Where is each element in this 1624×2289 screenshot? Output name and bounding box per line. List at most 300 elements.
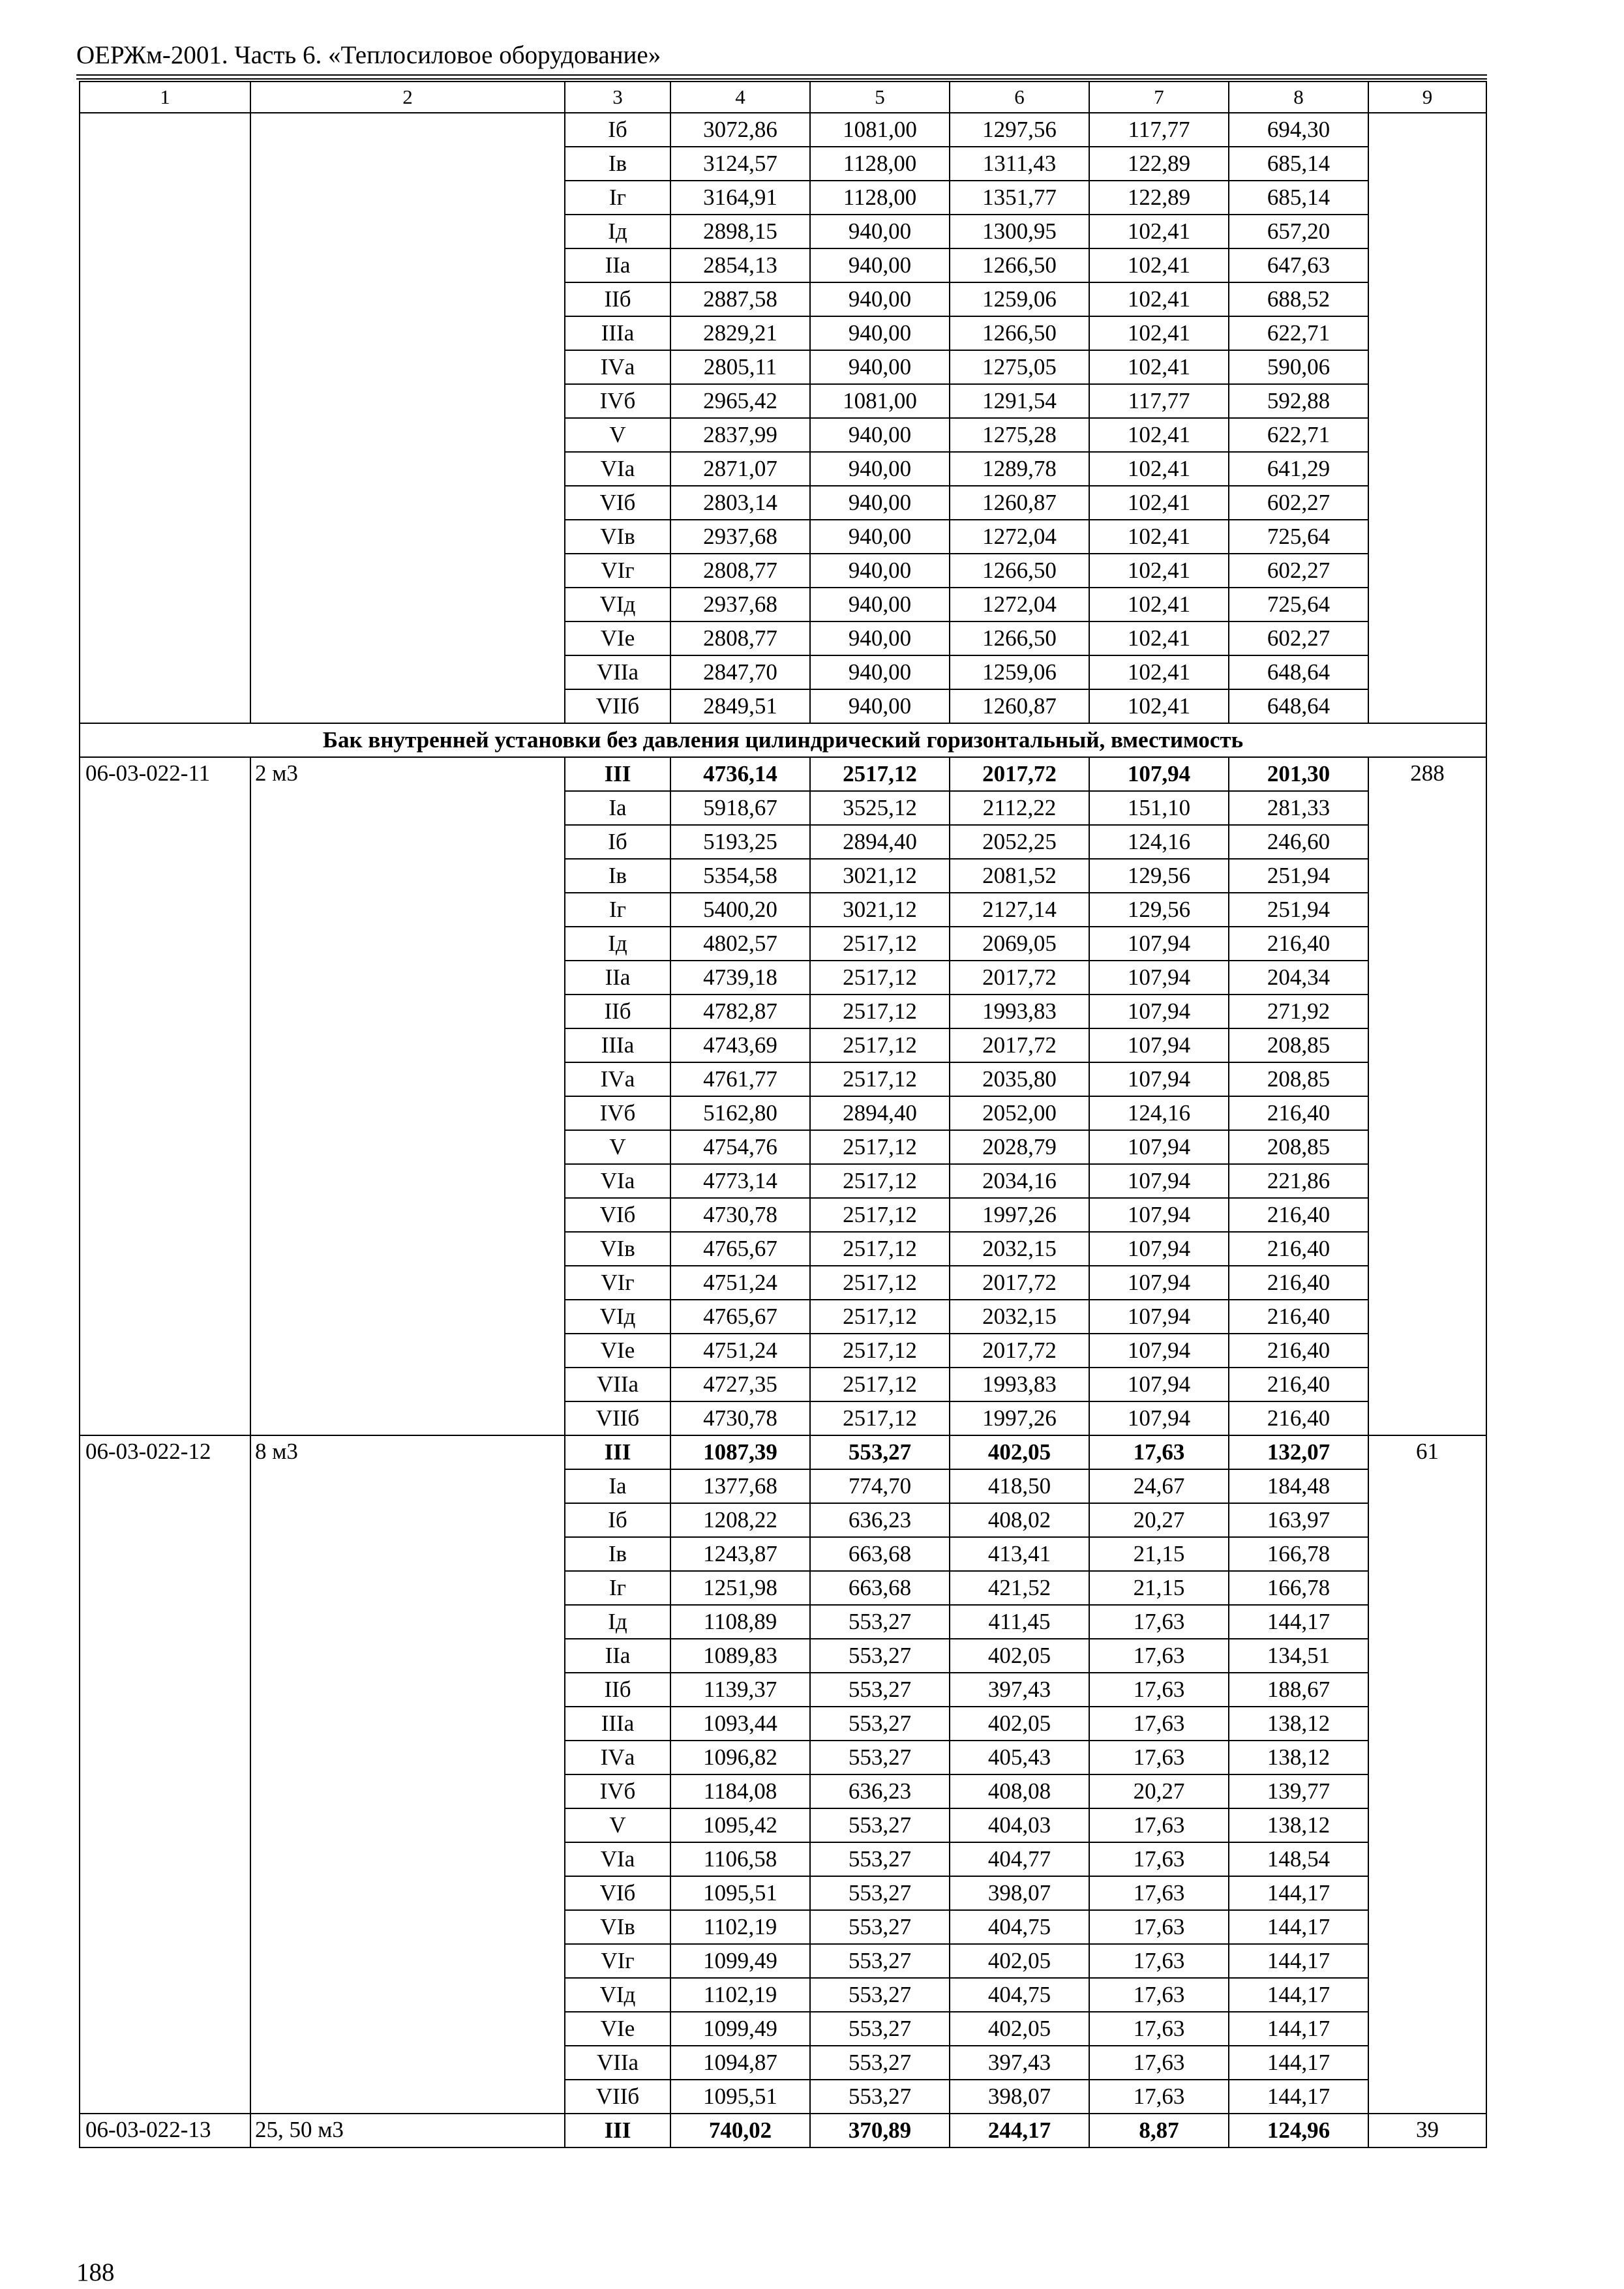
zone-cell: IIIа: [565, 1707, 670, 1741]
column-number-row: [80, 82, 1486, 113]
value-cell: 2849,51: [670, 689, 810, 723]
zone-cell: Iб: [565, 825, 670, 859]
zone-cell: VIг: [565, 554, 670, 588]
value-cell: 4730,78: [670, 1198, 810, 1232]
count-cell: 39: [1368, 2114, 1486, 2147]
value-cell: 1275,05: [950, 350, 1089, 384]
value-cell: 102,41: [1089, 248, 1229, 282]
group-title: Бак внутренней установки без давления цилиндрический горизонтальный, вместимость: [80, 723, 1486, 757]
zone-cell: VIб: [565, 1198, 670, 1232]
zone-cell: IIа: [565, 1639, 670, 1673]
zone-cell: IIб: [565, 995, 670, 1028]
zone-cell: IVа: [565, 1062, 670, 1096]
value-cell: 1094,87: [670, 2046, 810, 2080]
value-cell: 2034,16: [950, 1164, 1089, 1198]
value-cell: 151,10: [1089, 791, 1229, 825]
zone-cell: III: [565, 757, 670, 791]
value-cell: 144,17: [1229, 2080, 1368, 2114]
value-cell: 216,40: [1229, 1300, 1368, 1334]
value-cell: 648,64: [1229, 655, 1368, 689]
name-cell: 8 м3: [250, 1435, 565, 2114]
value-cell: 17,63: [1089, 1435, 1229, 1469]
value-cell: 3124,57: [670, 147, 810, 181]
value-cell: 17,63: [1089, 1842, 1229, 1876]
value-cell: 107,94: [1089, 961, 1229, 995]
value-cell: 17,63: [1089, 1876, 1229, 1910]
zone-cell: VIе: [565, 621, 670, 655]
value-cell: 1289,78: [950, 452, 1089, 486]
value-cell: 2517,12: [810, 757, 950, 791]
value-cell: 2837,99: [670, 418, 810, 452]
zone-cell: IVб: [565, 1774, 670, 1808]
value-cell: 144,17: [1229, 2012, 1368, 2046]
rates-table: [79, 81, 1487, 2148]
value-cell: 1087,39: [670, 1435, 810, 1469]
column-number: 6: [950, 82, 1089, 113]
value-cell: 2517,12: [810, 1130, 950, 1164]
value-cell: 694,30: [1229, 113, 1368, 147]
value-cell: 4730,78: [670, 1401, 810, 1435]
value-cell: 657,20: [1229, 215, 1368, 248]
value-cell: 725,64: [1229, 588, 1368, 621]
value-cell: 1993,83: [950, 1368, 1089, 1401]
value-cell: 602,27: [1229, 621, 1368, 655]
value-cell: 663,68: [810, 1571, 950, 1605]
value-cell: 124,96: [1229, 2114, 1368, 2147]
value-cell: 17,63: [1089, 1605, 1229, 1639]
value-cell: 138,12: [1229, 1808, 1368, 1842]
value-cell: 102,41: [1089, 621, 1229, 655]
zone-cell: VIа: [565, 1842, 670, 1876]
value-cell: 208,85: [1229, 1028, 1368, 1062]
value-cell: 107,94: [1089, 1368, 1229, 1401]
value-cell: 2081,52: [950, 859, 1089, 893]
value-cell: 402,05: [950, 1944, 1089, 1978]
value-cell: 188,67: [1229, 1673, 1368, 1707]
value-cell: 216,40: [1229, 1232, 1368, 1266]
value-cell: 2808,77: [670, 554, 810, 588]
zone-cell: V: [565, 1808, 670, 1842]
value-cell: 1099,49: [670, 1944, 810, 1978]
value-cell: 647,63: [1229, 248, 1368, 282]
value-cell: 20,27: [1089, 1774, 1229, 1808]
value-cell: 1272,04: [950, 588, 1089, 621]
value-cell: 1297,56: [950, 113, 1089, 147]
value-cell: 17,63: [1089, 1910, 1229, 1944]
value-cell: 940,00: [810, 316, 950, 350]
zone-cell: Iв: [565, 147, 670, 181]
value-cell: 2517,12: [810, 961, 950, 995]
value-cell: 663,68: [810, 1537, 950, 1571]
zone-cell: IVб: [565, 1096, 670, 1130]
column-number: 2: [250, 82, 565, 113]
value-cell: 1128,00: [810, 147, 950, 181]
zone-cell: VIIб: [565, 2080, 670, 2114]
value-cell: 1243,87: [670, 1537, 810, 1571]
zone-cell: VIIа: [565, 2046, 670, 2080]
value-cell: 102,41: [1089, 282, 1229, 316]
value-cell: 1266,50: [950, 316, 1089, 350]
value-cell: 1208,22: [670, 1503, 810, 1537]
value-cell: 413,41: [950, 1537, 1089, 1571]
value-cell: 1997,26: [950, 1198, 1089, 1232]
value-cell: 553,27: [810, 1673, 950, 1707]
value-cell: 774,70: [810, 1469, 950, 1503]
value-cell: 1106,58: [670, 1842, 810, 1876]
value-cell: 1377,68: [670, 1469, 810, 1503]
value-cell: 636,23: [810, 1503, 950, 1537]
value-cell: 17,63: [1089, 1944, 1229, 1978]
value-cell: 2517,12: [810, 1028, 950, 1062]
value-cell: 4751,24: [670, 1266, 810, 1300]
value-cell: 2112,22: [950, 791, 1089, 825]
value-cell: 397,43: [950, 1673, 1089, 1707]
value-cell: 144,17: [1229, 1944, 1368, 1978]
value-cell: 1095,51: [670, 1876, 810, 1910]
value-cell: 2032,15: [950, 1300, 1089, 1334]
zone-cell: III: [565, 2114, 670, 2147]
value-cell: 4739,18: [670, 961, 810, 995]
table-row: [80, 2114, 1486, 2147]
value-cell: 2871,07: [670, 452, 810, 486]
value-cell: 24,67: [1089, 1469, 1229, 1503]
value-cell: 2854,13: [670, 248, 810, 282]
value-cell: 4743,69: [670, 1028, 810, 1062]
value-cell: 107,94: [1089, 1401, 1229, 1435]
zone-cell: Iб: [565, 1503, 670, 1537]
value-cell: 2017,72: [950, 1266, 1089, 1300]
value-cell: 1291,54: [950, 384, 1089, 418]
value-cell: 408,02: [950, 1503, 1089, 1537]
value-cell: 1096,82: [670, 1741, 810, 1774]
value-cell: 4727,35: [670, 1368, 810, 1401]
value-cell: 940,00: [810, 655, 950, 689]
value-cell: 397,43: [950, 2046, 1089, 2080]
value-cell: 107,94: [1089, 1232, 1229, 1266]
value-cell: 129,56: [1089, 893, 1229, 927]
value-cell: 2017,72: [950, 757, 1089, 791]
value-cell: 3021,12: [810, 893, 950, 927]
value-cell: 124,16: [1089, 825, 1229, 859]
header-rule: [76, 74, 1487, 80]
value-cell: 398,07: [950, 1876, 1089, 1910]
column-number: 3: [565, 82, 670, 113]
column-number: 4: [670, 82, 810, 113]
value-cell: 404,77: [950, 1842, 1089, 1876]
table-row: [80, 1435, 1486, 1469]
value-cell: 1139,37: [670, 1673, 810, 1707]
value-cell: 553,27: [810, 1741, 950, 1774]
value-cell: 940,00: [810, 418, 950, 452]
zone-cell: VIIа: [565, 1368, 670, 1401]
value-cell: 17,63: [1089, 1978, 1229, 2012]
value-cell: 102,41: [1089, 418, 1229, 452]
zone-cell: Iг: [565, 893, 670, 927]
value-cell: 940,00: [810, 486, 950, 520]
value-cell: 1108,89: [670, 1605, 810, 1639]
value-cell: 404,75: [950, 1910, 1089, 1944]
code-cell: [80, 113, 250, 723]
value-cell: 102,41: [1089, 655, 1229, 689]
value-cell: 2017,72: [950, 961, 1089, 995]
value-cell: 553,27: [810, 1605, 950, 1639]
value-cell: 17,63: [1089, 1707, 1229, 1741]
value-cell: 204,34: [1229, 961, 1368, 995]
value-cell: 402,05: [950, 2012, 1089, 2046]
value-cell: 411,45: [950, 1605, 1089, 1639]
value-cell: 2017,72: [950, 1028, 1089, 1062]
zone-cell: VIа: [565, 1164, 670, 1198]
value-cell: 102,41: [1089, 689, 1229, 723]
zone-cell: IIа: [565, 248, 670, 282]
value-cell: 370,89: [810, 2114, 950, 2147]
value-cell: 216,40: [1229, 927, 1368, 961]
value-cell: 1993,83: [950, 995, 1089, 1028]
zone-cell: VIе: [565, 2012, 670, 2046]
value-cell: 1081,00: [810, 113, 950, 147]
value-cell: 2017,72: [950, 1334, 1089, 1368]
value-cell: 553,27: [810, 1876, 950, 1910]
value-cell: 1272,04: [950, 520, 1089, 554]
value-cell: 132,07: [1229, 1435, 1368, 1469]
value-cell: 2517,12: [810, 927, 950, 961]
value-cell: 2517,12: [810, 1266, 950, 1300]
value-cell: 246,60: [1229, 825, 1368, 859]
zone-cell: Iа: [565, 791, 670, 825]
value-cell: 2517,12: [810, 1334, 950, 1368]
value-cell: 107,94: [1089, 1062, 1229, 1096]
value-cell: 3072,86: [670, 113, 810, 147]
zone-cell: VIв: [565, 1232, 670, 1266]
value-cell: 102,41: [1089, 520, 1229, 554]
code-cell: 06-03-022-12: [80, 1435, 250, 2114]
value-cell: 2517,12: [810, 1300, 950, 1334]
value-cell: 553,27: [810, 1842, 950, 1876]
value-cell: 2069,05: [950, 927, 1089, 961]
column-number: 1: [80, 82, 250, 113]
zone-cell: VIд: [565, 588, 670, 621]
value-cell: 5193,25: [670, 825, 810, 859]
zone-cell: Iв: [565, 859, 670, 893]
group-title-row: [80, 723, 1486, 757]
value-cell: 2894,40: [810, 1096, 950, 1130]
value-cell: 17,63: [1089, 1639, 1229, 1673]
value-cell: 107,94: [1089, 1164, 1229, 1198]
value-cell: 2803,14: [670, 486, 810, 520]
value-cell: 553,27: [810, 1978, 950, 2012]
value-cell: 1128,00: [810, 181, 950, 215]
count-cell: 288: [1368, 757, 1486, 1435]
value-cell: 122,89: [1089, 147, 1229, 181]
zone-cell: IIб: [565, 282, 670, 316]
value-cell: 216,40: [1229, 1198, 1368, 1232]
value-cell: 1093,44: [670, 1707, 810, 1741]
value-cell: 1259,06: [950, 655, 1089, 689]
value-cell: 166,78: [1229, 1537, 1368, 1571]
value-cell: 201,30: [1229, 757, 1368, 791]
value-cell: 1275,28: [950, 418, 1089, 452]
value-cell: 648,64: [1229, 689, 1368, 723]
value-cell: 244,17: [950, 2114, 1089, 2147]
value-cell: 2517,12: [810, 1232, 950, 1266]
value-cell: 144,17: [1229, 2046, 1368, 2080]
value-cell: 590,06: [1229, 350, 1368, 384]
value-cell: 2127,14: [950, 893, 1089, 927]
value-cell: 2517,12: [810, 1164, 950, 1198]
value-cell: 553,27: [810, 1910, 950, 1944]
value-cell: 1102,19: [670, 1978, 810, 2012]
value-cell: 221,86: [1229, 1164, 1368, 1198]
value-cell: 2965,42: [670, 384, 810, 418]
value-cell: 107,94: [1089, 1334, 1229, 1368]
value-cell: 281,33: [1229, 791, 1368, 825]
value-cell: 102,41: [1089, 452, 1229, 486]
value-cell: 4761,77: [670, 1062, 810, 1096]
value-cell: 184,48: [1229, 1469, 1368, 1503]
value-cell: 418,50: [950, 1469, 1089, 1503]
value-cell: 592,88: [1229, 384, 1368, 418]
value-cell: 8,87: [1089, 2114, 1229, 2147]
value-cell: 117,77: [1089, 113, 1229, 147]
zone-cell: IIа: [565, 961, 670, 995]
value-cell: 21,15: [1089, 1571, 1229, 1605]
value-cell: 107,94: [1089, 1266, 1229, 1300]
zone-cell: IVа: [565, 350, 670, 384]
value-cell: 102,41: [1089, 486, 1229, 520]
value-cell: 138,12: [1229, 1707, 1368, 1741]
zone-cell: VIа: [565, 452, 670, 486]
value-cell: 4751,24: [670, 1334, 810, 1368]
value-cell: 1266,50: [950, 621, 1089, 655]
value-cell: 251,94: [1229, 859, 1368, 893]
value-cell: 5918,67: [670, 791, 810, 825]
value-cell: 940,00: [810, 554, 950, 588]
zone-cell: Iг: [565, 181, 670, 215]
value-cell: 216,40: [1229, 1096, 1368, 1130]
value-cell: 2847,70: [670, 655, 810, 689]
value-cell: 144,17: [1229, 1876, 1368, 1910]
value-cell: 940,00: [810, 248, 950, 282]
name-cell: 2 м3: [250, 757, 565, 1435]
zone-cell: VIIа: [565, 655, 670, 689]
value-cell: 940,00: [810, 621, 950, 655]
value-cell: 117,77: [1089, 384, 1229, 418]
zone-cell: VIд: [565, 1300, 670, 1334]
zone-cell: VIг: [565, 1266, 670, 1300]
value-cell: 940,00: [810, 350, 950, 384]
zone-cell: Iг: [565, 1571, 670, 1605]
value-cell: 107,94: [1089, 995, 1229, 1028]
value-cell: 2517,12: [810, 995, 950, 1028]
value-cell: 5400,20: [670, 893, 810, 927]
zone-cell: III: [565, 1435, 670, 1469]
value-cell: 107,94: [1089, 1028, 1229, 1062]
value-cell: 3021,12: [810, 859, 950, 893]
value-cell: 1260,87: [950, 486, 1089, 520]
value-cell: 144,17: [1229, 1910, 1368, 1944]
value-cell: 398,07: [950, 2080, 1089, 2114]
value-cell: 1251,98: [670, 1571, 810, 1605]
value-cell: 144,17: [1229, 1978, 1368, 2012]
zone-cell: V: [565, 1130, 670, 1164]
value-cell: 102,41: [1089, 215, 1229, 248]
value-cell: 4782,87: [670, 995, 810, 1028]
value-cell: 421,52: [950, 1571, 1089, 1605]
value-cell: 1266,50: [950, 554, 1089, 588]
value-cell: 1300,95: [950, 215, 1089, 248]
zone-cell: Iд: [565, 215, 670, 248]
zone-cell: IVб: [565, 384, 670, 418]
zone-cell: VIв: [565, 520, 670, 554]
value-cell: 553,27: [810, 2046, 950, 2080]
value-cell: 1259,06: [950, 282, 1089, 316]
zone-cell: VIб: [565, 486, 670, 520]
page-header: ОЕРЖм-2001. Часть 6. «Теплосиловое оборудование»: [76, 41, 661, 69]
value-cell: 107,94: [1089, 1130, 1229, 1164]
value-cell: 4773,14: [670, 1164, 810, 1198]
value-cell: 20,27: [1089, 1503, 1229, 1537]
page-number: 188: [76, 2258, 115, 2286]
value-cell: 107,94: [1089, 1300, 1229, 1334]
value-cell: 216,40: [1229, 1266, 1368, 1300]
value-cell: 2829,21: [670, 316, 810, 350]
zone-cell: VIIб: [565, 1401, 670, 1435]
name-cell: 25, 50 м3: [250, 2114, 565, 2147]
value-cell: 2517,12: [810, 1062, 950, 1096]
value-cell: 940,00: [810, 588, 950, 621]
value-cell: 4736,14: [670, 757, 810, 791]
value-cell: 21,15: [1089, 1537, 1229, 1571]
value-cell: 17,63: [1089, 1741, 1229, 1774]
value-cell: 602,27: [1229, 554, 1368, 588]
value-cell: 622,71: [1229, 418, 1368, 452]
value-cell: 1099,49: [670, 2012, 810, 2046]
value-cell: 148,54: [1229, 1842, 1368, 1876]
value-cell: 2887,58: [670, 282, 810, 316]
value-cell: 740,02: [670, 2114, 810, 2147]
value-cell: 102,41: [1089, 554, 1229, 588]
value-cell: 2894,40: [810, 825, 950, 859]
value-cell: 1260,87: [950, 689, 1089, 723]
value-cell: 17,63: [1089, 2012, 1229, 2046]
value-cell: 553,27: [810, 1435, 950, 1469]
value-cell: 4765,67: [670, 1232, 810, 1266]
value-cell: 402,05: [950, 1435, 1089, 1469]
code-cell: 06-03-022-13: [80, 2114, 250, 2147]
value-cell: 553,27: [810, 1808, 950, 1842]
value-cell: 4754,76: [670, 1130, 810, 1164]
column-number: 7: [1089, 82, 1229, 113]
value-cell: 2937,68: [670, 588, 810, 621]
value-cell: 1184,08: [670, 1774, 810, 1808]
value-cell: 404,75: [950, 1978, 1089, 2012]
value-cell: 166,78: [1229, 1571, 1368, 1605]
value-cell: 940,00: [810, 689, 950, 723]
value-cell: 402,05: [950, 1639, 1089, 1673]
value-cell: 602,27: [1229, 486, 1368, 520]
zone-cell: VIг: [565, 1944, 670, 1978]
value-cell: 107,94: [1089, 757, 1229, 791]
value-cell: 404,03: [950, 1808, 1089, 1842]
value-cell: 1089,83: [670, 1639, 810, 1673]
value-cell: 17,63: [1089, 1808, 1229, 1842]
name-cell: [250, 113, 565, 723]
value-cell: 685,14: [1229, 181, 1368, 215]
zone-cell: IIIа: [565, 1028, 670, 1062]
zone-cell: VIе: [565, 1334, 670, 1368]
count-cell: 61: [1368, 1435, 1486, 2114]
value-cell: 17,63: [1089, 1673, 1229, 1707]
